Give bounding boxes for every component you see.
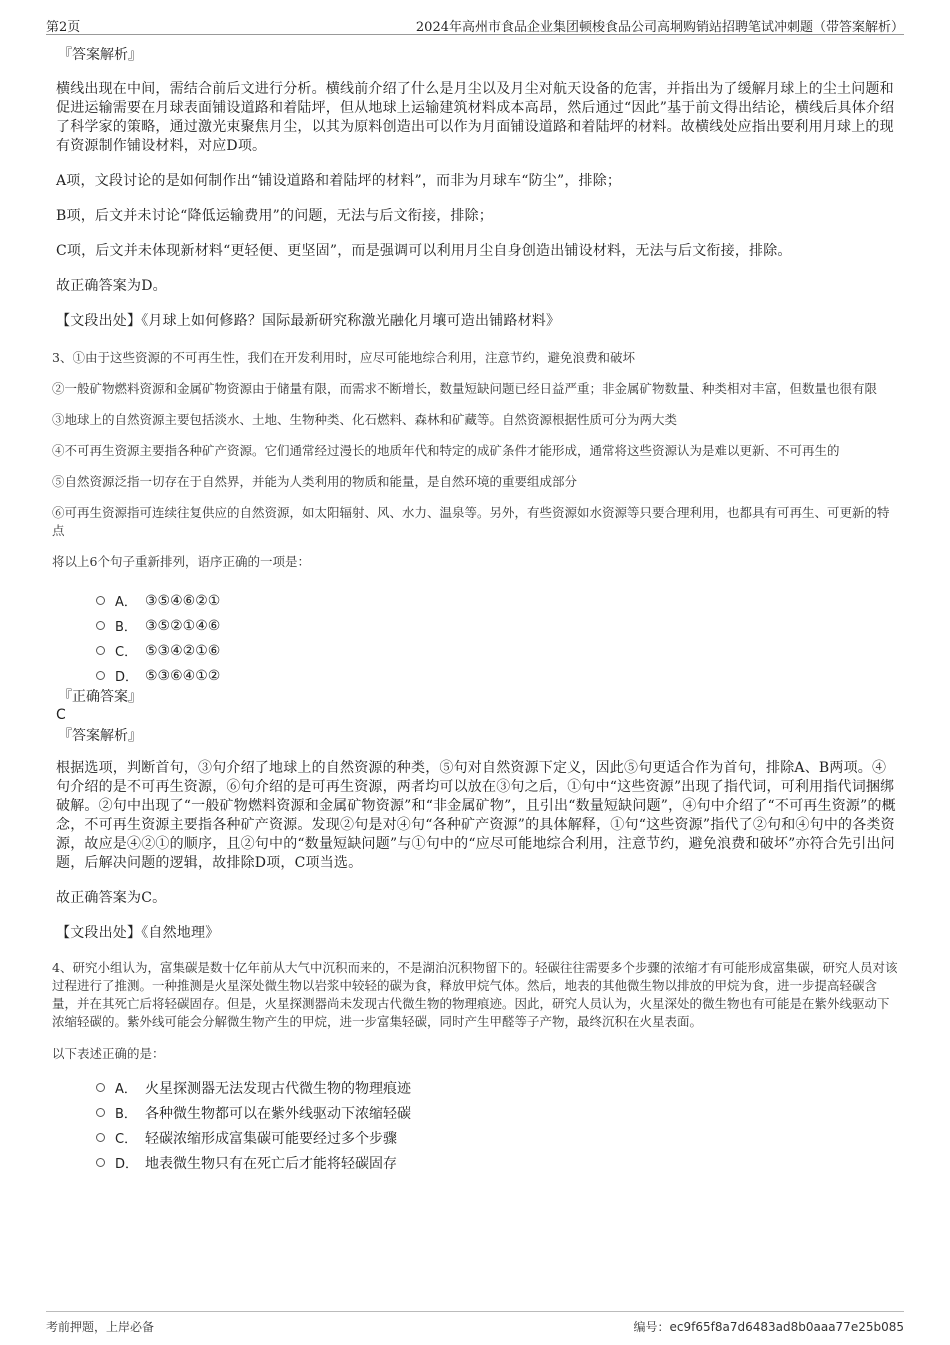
document-body <box>52 46 898 1175</box>
q3-source: 【文段出处】《自然地理》 <box>56 925 220 941</box>
radio-icon[interactable] <box>96 1133 105 1142</box>
document-code-value: ec9f65f8a7d6483ad8b0aaa77e25b085 <box>669 1320 904 1334</box>
q3-option-b[interactable]: B． ③⑤②①④⑥ <box>96 613 898 638</box>
q3-prompt: 将以上6个句子重新排列，语序正确的一项是： <box>52 554 310 569</box>
q2-option-a-note: A项，文段讨论的是如何制作出“铺设道路和着陆坪的材料”，而非为月球车“防尘”，排除； <box>56 173 622 189</box>
q4-option-d[interactable]: D． 地表微生物只有在死亡后才能将轻碳固存 <box>96 1150 898 1175</box>
page-header <box>46 14 904 35</box>
page-footer <box>46 1311 904 1335</box>
document-code <box>634 1318 905 1335</box>
q3-option-a[interactable]: A． ③⑤④⑥②① <box>96 588 898 613</box>
radio-icon[interactable] <box>96 596 105 605</box>
q4-prompt: 以下表述正确的是： <box>52 1046 165 1061</box>
q3-option-c[interactable]: C． ⑤③④②①⑥ <box>96 638 898 663</box>
q3-answer: C <box>56 707 66 723</box>
page-number: 第2页 <box>46 20 81 35</box>
q3-options <box>96 588 898 688</box>
q3-sentence-6: ⑥可再生资源指可连续往复供应的自然资源，如太阳辐射、风、水力、温泉等。另外，有些资源如水资源等只要合理利用，也都具有可再生、可更新的特点 <box>52 505 890 538</box>
q3-analysis: 根据选项，判断首句，③句介绍了地球上的自然资源的种类，⑤句对自然资源下定义，因此⑤句更适合作为首句，排除A、B两项。④句介绍的是不可再生资源，⑥句介绍的是可再生资源，两者均可以放在③句之后，①句中“这些资源”出现了指代词，可利用指代词捆绑破解。②句中出现了“一般矿物燃料资源和金属矿物资源”和“非金属矿物”，且引出“数量短缺问题”，④句中介绍了“不可再生资源”的概念，不可再生资源主要指各种矿产资源。发现②句是对④句“各种矿产资源”的具体解释，①句“这些资源”指代了②句和④句中的各类资源，故应是④②①的顺序，且②句中的“数量短缺问题”与①句中的“应尽可能地综合利用，注意节约，避免浪费和破坏”亦符合先引出问题，后解决问题的逻辑，故排除D项，C项当选。 <box>56 760 896 871</box>
q4-option-b[interactable]: B． 各种微生物都可以在紫外线驱动下浓缩轻碳 <box>96 1100 898 1125</box>
q3-sentence-5: ⑤自然资源泛指一切存在于自然界，并能为人类利用的物质和能量，是自然环境的重要组成部分 <box>52 474 578 489</box>
q3-sentence-3: ③地球上的自然资源主要包括淡水、土地、生物种类、化石燃料、森林和矿藏等。自然资源根据性质可分为两大类 <box>52 412 678 427</box>
q3-answer-heading: 『正确答案』 <box>58 689 142 705</box>
q4-option-c[interactable]: C． 轻碳浓缩形成富集碳可能要经过多个步骤 <box>96 1125 898 1150</box>
q3-sentence-1: 3、①由于这些资源的不可再生性，我们在开发利用时，应尽可能地综合利用，注意节约，避免浪费和破坏 <box>52 350 635 365</box>
q4-options <box>96 1075 898 1175</box>
radio-icon[interactable] <box>96 1083 105 1092</box>
radio-icon[interactable] <box>96 1158 105 1167</box>
q3-sentence-4: ④不可再生资源主要指各种矿产资源。它们通常经过漫长的地质年代和特定的成矿条件才能形成，通常将这些资源认为是难以更新、不可再生的 <box>52 443 840 458</box>
q3-analysis-heading: 『答案解析』 <box>58 728 142 744</box>
q4-stem: 4、研究小组认为，富集碳是数十亿年前从大气中沉积而来的，不是湖泊沉积物留下的。轻碳往往需要多个步骤的浓缩才有可能形成富集碳，研究人员对该过程进行了推测。一种推测是火星深处微生物以岩浆中较轻的碳为食，释放甲烷气体。然后，地表的其他微生物以排放的甲烷为食，进一步提高轻碳含量，并在其死亡后将轻碳固存。但是，火星探测器尚未发现古代微生物的物理痕迹。因此，研究人员认为，火星深处的微生物也有可能是在紫外线驱动下浓缩轻碳的。紫外线可能会分解微生物产生的甲烷，进一步富集轻碳，同时产生甲醛等子产物，最终沉积在火星表面。 <box>52 960 898 1029</box>
radio-icon[interactable] <box>96 1108 105 1117</box>
q2-option-c-note: C项，后文并未体现新材料“更轻便、更坚固”，而是强调可以利用月尘自身创造出铺设材料，无法与后文衔接，排除。 <box>56 243 792 259</box>
q2-source: 【文段出处】《月球上如何修路？国际最新研究称激光融化月壤可造出铺路材料》 <box>56 313 561 329</box>
q2-analysis-heading: 『答案解析』 <box>58 47 142 63</box>
document-title: 2024年高州市食品企业集团顿梭食品公司高垌购销站招聘笔试冲刺题（带答案解析） <box>415 20 904 35</box>
footer-slogan: 考前押题，上岸必备 <box>46 1320 155 1334</box>
q3-sentence-2: ②一般矿物燃料资源和金属矿物资源由于储量有限，而需求不断增长，数量短缺问题已经日益严重；非金属矿物数量、种类相对丰富，但数量也很有限 <box>52 381 878 396</box>
document-code-label: 编号： <box>633 1320 670 1334</box>
q3-conclusion: 故正确答案为C。 <box>56 890 167 906</box>
q2-option-b-note: B项，后文并未讨论“降低运输费用”的问题，无法与后文衔接，排除； <box>56 208 494 224</box>
q3-option-d[interactable]: D． ⑤③⑥④①② <box>96 663 898 688</box>
q2-conclusion: 故正确答案为D。 <box>56 278 167 294</box>
radio-icon[interactable] <box>96 621 105 630</box>
q2-analysis: 横线出现在中间，需结合前后文进行分析。横线前介绍了什么是月尘以及月尘对航天设备的危害，并指出为了缓解月球上的尘土问题和促进运输需要在月球表面铺设道路和着陆坪，但从地球上运输建筑材料成本高昂，然后通过“因此”基于前文得出结论，横线后具体介绍了科学家的策略，通过激光束聚焦月尘，以其为原料创造出可以作为月面铺设道路和着陆坪的材料。故横线处应指出要利用月球上的现有资源制作铺设材料，对应D项。 <box>56 81 895 154</box>
radio-icon[interactable] <box>96 646 105 655</box>
q4-option-a[interactable]: A． 火星探测器无法发现古代微生物的物理痕迹 <box>96 1075 898 1100</box>
radio-icon[interactable] <box>96 671 105 680</box>
